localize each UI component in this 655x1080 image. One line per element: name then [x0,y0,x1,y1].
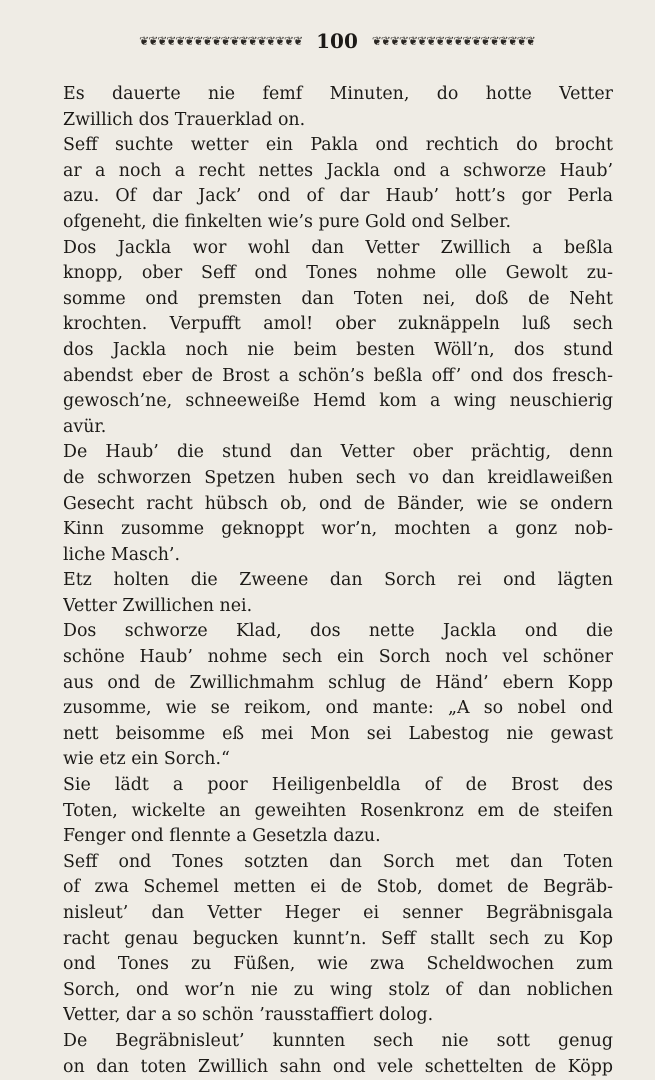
text-line: Toten, wickelte an geweihten Rosenkronz em de steifen [63,800,613,821]
text-line: of zwa Schemel metten ei de Stob, domet de Begräb- [63,877,613,898]
page-number: 100 [316,29,358,53]
text-line: De Haub’ die stund dan Vetter ober prächtig, denn [63,442,613,463]
text-line: abendst eber de Brost a schön’s beßla off’ ond dos fresch- [63,365,613,386]
page-header [62,30,612,52]
text-line: nisleut’ dan Vetter Heger ei senner Begräbnisgala [63,903,613,923]
text-line: Gesecht racht hübsch ob, ond de Bänder, wie se ondern [63,493,613,514]
text-line: ofgeneht, die finkelten wie’s pure Gold ond Selber. [63,211,512,232]
text-line: Sorch, ond wor’n nie zu wing stolz of dan noblichen [63,979,613,1000]
text-line: on dan toten Zwillich sahn ond vele schettelten de Köpp [63,1056,613,1077]
text-line: krochten. Verpufft amol! ober zuknäppeln luß sech [63,314,613,335]
text-line: Vetter, dar a so schön ’rausstaffiert dolog. [63,1005,434,1026]
text-line: Etz holten die Zweene dan Sorch rei ond lägten [63,570,613,591]
text-line: knopp, ober Seff ond Tones nohme olle Gewolt zu- [63,263,613,284]
text-line: Vetter Zwillichen nei. [63,595,253,616]
text-line: liche Masch’. [63,544,180,565]
text-line: Seff suchte wetter ein Pakla ond rechtich do brocht [63,135,613,156]
text-line: aus ond de Zwillichmahm schlug de Händ’ ebern Kopp [63,672,613,693]
text-line: Dos Jackla wor wohl dan Vetter Zwillich a beßla [63,237,613,258]
text-line: Zwillich dos Trauerklad on. [63,109,306,130]
text-line: Es dauerte nie femf Minuten, do hotte Vetter [63,84,613,104]
text-line: de schworzen Spetzen huben sech vo dan kreidlaweißen [63,467,613,488]
header-ornament-right: ❦❦❦❦❦❦❦❦❦❦❦❦❦❦❦❦❦❦ [371,35,535,47]
text-line: somme ond premsten dan Toten nei, doß de Neht [63,288,613,309]
text-line: nett beisomme eß mei Mon sei Labestog nie gewast [63,723,613,744]
text-line: azu. Of dar Jack’ ond of dar Haub’ hott’s gor Perla [63,186,613,207]
text-line: Sie lädt a poor Heiligenbeldla of de Brost des [63,775,613,796]
text-line: dos Jackla noch nie beim besten Wöll’n, dos stund [63,339,613,360]
text-line: zusomme, wie se reikom, ond mante: „A so nobel ond [63,698,613,719]
text-line: Seff ond Tones sotzten dan Sorch met dan Toten [63,851,613,872]
body-text [63,82,613,1080]
text-line: Dos schworze Klad, dos nette Jackla ond die [63,621,613,642]
text-line: Kinn zusomme geknoppt wor’n, mochten a gonz nob- [63,519,613,540]
text-line: schöne Haub’ nohme sech ein Sorch noch vel schöner [63,647,613,668]
text-line: De Begräbnisleut’ kunnten sech nie sott genug [63,1030,613,1051]
text-line: racht genau begucken kunnt’n. Seff stallt sech zu Kop [63,928,613,949]
text-line: Fenger ond flennte a Gesetzla dazu. [63,826,381,847]
text-line: avür. [63,416,107,437]
text-line: ar a noch a recht nettes Jackla ond a schworze Haub’ [63,160,613,181]
text-line: ond Tones zu Füßen, wie zwa Scheldwochen zum [63,954,613,975]
text-line: wie etz ein Sorch.“ [63,749,230,770]
text-line: gewosch’ne, schneeweiße Hemd kom a wing neuschierig [63,391,613,412]
header-ornament-left: ❦❦❦❦❦❦❦❦❦❦❦❦❦❦❦❦❦❦ [139,35,303,47]
